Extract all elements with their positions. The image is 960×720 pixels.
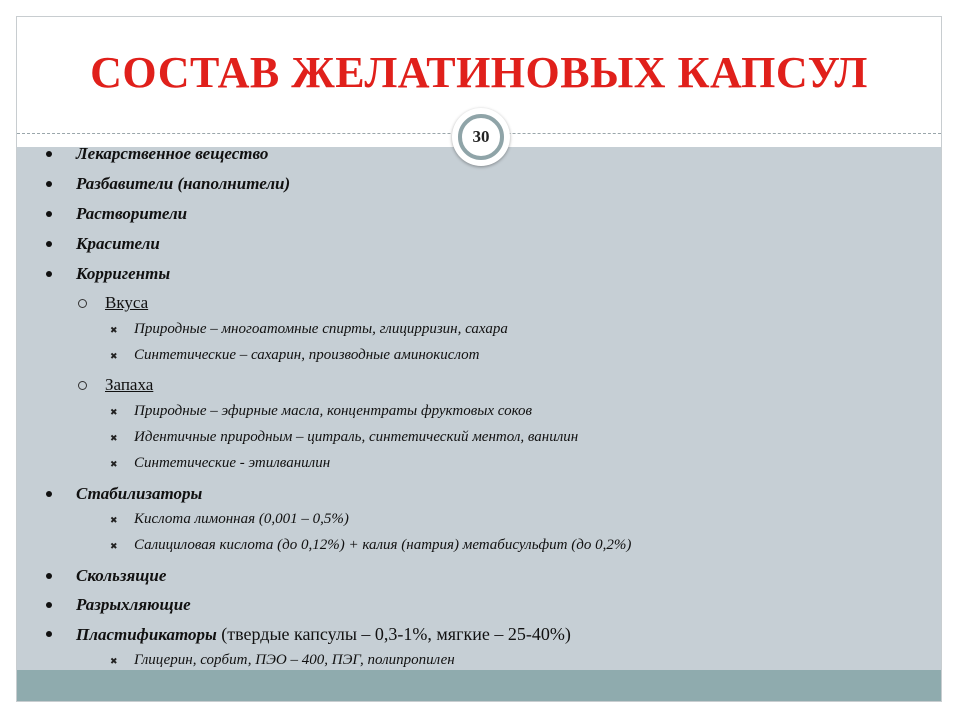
item-text: Природные – многоатомные спирты, глицирризин, сахара	[134, 321, 508, 337]
bullet-dot-icon	[46, 631, 52, 637]
slide-title: СОСТАВ ЖЕЛАТИНОВЫХ КАПСУЛ	[90, 47, 868, 97]
bullet-dot-icon	[46, 573, 52, 579]
bullet-item	[76, 566, 166, 586]
bullet-item	[76, 624, 571, 645]
bullet-cross-icon: ✖	[110, 351, 118, 361]
sub-bullet-item	[134, 347, 480, 364]
bullet-item	[76, 144, 268, 164]
item-text: Запаха	[105, 375, 154, 394]
sub-bullet-item	[134, 537, 631, 554]
bullet-dot-icon	[46, 181, 52, 187]
bullet-circle-icon	[78, 381, 87, 390]
item-text: Растворители	[76, 204, 188, 223]
sub-bullet-item	[134, 403, 532, 420]
bullet-dot-icon	[46, 151, 52, 157]
sub-heading-item	[105, 375, 153, 395]
bullet-item	[76, 484, 202, 504]
item-text: Вкуса	[105, 293, 149, 312]
bullet-cross-icon: ✖	[110, 433, 118, 443]
sub-bullet-item	[134, 511, 349, 528]
bullet-cross-icon: ✖	[110, 459, 118, 469]
item-text: Разрыхляющие	[76, 595, 191, 614]
bullet-item	[76, 264, 170, 284]
bullet-cross-icon: ✖	[110, 656, 118, 666]
item-text: Глицерин, сорбит, ПЭО – 400, ПЭГ, полипропилен	[134, 652, 455, 668]
sub-bullet-item	[134, 455, 330, 472]
item-text: Пластификаторы	[76, 625, 217, 644]
bullet-cross-icon: ✖	[110, 407, 118, 417]
item-note: (твердые капсулы – 0,3-1%, мягкие – 25-40%)	[216, 624, 571, 644]
sub-heading-item	[105, 293, 148, 313]
sub-bullet-item	[134, 429, 578, 446]
item-text: Разбавители (наполнители)	[76, 174, 291, 193]
bullet-dot-icon	[46, 241, 52, 247]
bullet-dot-icon	[46, 211, 52, 217]
bullet-item	[76, 204, 187, 224]
item-text: Скользящие	[76, 566, 167, 585]
item-text: Идентичные природным – цитраль, синтетический ментол, ванилин	[134, 429, 579, 445]
item-text: Синтетические – сахарин, производные аминокислот	[134, 347, 480, 363]
bullet-cross-icon: ✖	[110, 325, 118, 335]
bullet-dot-icon	[46, 271, 52, 277]
item-text: Лекарственное вещество	[76, 144, 269, 163]
bullet-dot-icon	[46, 491, 52, 497]
item-text: Кислота лимонная (0,001 – 0,5%)	[134, 511, 349, 527]
item-text: Стабилизаторы	[76, 484, 203, 503]
item-text: Салициловая кислота (до 0,12%) + калия (натрия) метабисульфит (до 0,2%)	[134, 537, 632, 553]
sub-bullet-item	[134, 321, 508, 338]
bullet-cross-icon: ✖	[110, 541, 118, 551]
bullet-item	[76, 174, 290, 194]
bullet-cross-icon: ✖	[110, 515, 118, 525]
item-text: Красители	[76, 234, 160, 253]
bullet-item	[76, 234, 160, 254]
bullet-dot-icon	[46, 602, 52, 608]
bullet-circle-icon	[78, 299, 87, 308]
bullet-item	[76, 595, 191, 615]
item-text: Природные – эфирные масла, концентраты фруктовых соков	[134, 403, 533, 419]
item-text: Синтетические - этилванилин	[134, 455, 331, 471]
page-number: 30	[458, 114, 504, 160]
item-text: Корригенты	[76, 264, 171, 283]
sub-bullet-item	[134, 652, 455, 669]
